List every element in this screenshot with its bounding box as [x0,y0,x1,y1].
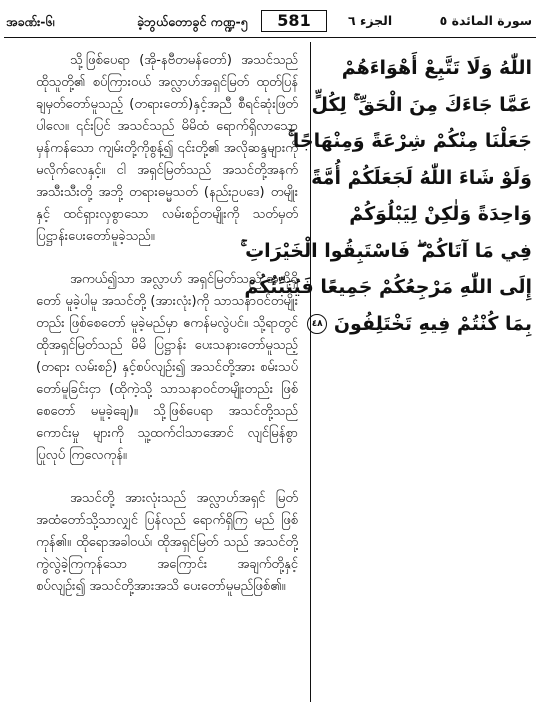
header-rule [4,37,536,38]
arabic-line: عَمَّا جَاءَكَ مِنَ الْحَقِّ ۚ لِكُلٍّ [311,93,532,116]
header-surah-label: سورة المائدة ٥ [439,13,532,28]
header-chapter-label: ခဲ့ဘွယ်တောခွင် ကဏ္ဍ-၅ [137,14,248,29]
translation-paragraph: သို့ဖြစ်ပေရာ (အို-နဗီတမန်တော်) အသင်သည် ထိုသူတို့၏ စပ်ကြားဝယ် အလ္လာဟ်အရှင်မြတ် ထုတ်ပြန် ချမှတ်တော်မူသည့် (တရားတော်)နှင့်အညီ စီရင်ဆုံးဖြတ်ပါလေ။ ၎င်းပြင် အသင်သည် မိမိထံ ရောက်ရှိလာသော မှန်ကန်သော ကျမ်းတို့ကိုစွန့်၍ ၎င်းတို့၏ အလိုဆန္ဒများကို မလိုက်လေနှင့်။ ငါ အရှင်မြတ်သည် အသင်တို့အနက် အသီးသီးတို့ အဘို့ တရားဓမ္မသတ် (နည်းဥပဒေ) တမျိုးနှင့် ထင်ရှားလှစွာသော လမ်းစဉ်တမျိုးကို သတ်မှတ် ပြဋ္ဌာန်းပေးတော်မူခဲ့သည်။ [36,53,298,244]
translation-column [36,50,298,619]
arabic-line: وَاحِدَةً وَلٰكِنْ لِيَبْلُوَكُمْ [349,203,532,225]
page-number: 581 [261,10,327,32]
ayah-number-marker: ٤٨ [307,314,327,334]
translation-paragraph: အကယ်၍သာ အလ္လာဟ် အရှင်မြတ်သည် အလိုရှိတော် မူခဲ့ပါမူ အသင်တို့ (အားလုံး)ကို သာသနာဝင်တမျိုးတည်း ဖြစ်စေတော် မူခဲ့မည်မှာ ဧကန်မလွဲပင်။ သို့ရာတွင် ထိုအရှင်မြတ်သည် မိမိ ပြဋ္ဌာန်း ပေးသနားတော်မူသည့် (တရား လမ်းစဉ်) နှင့်စပ်လျဉ်း၍ အသင်တို့အား စမ်းသပ်တော်မူခြင်းငှာ (ထိုကဲ့သို့ သာသနာဝင်တမျိုးတည်း ဖြစ်စေတော် မမူခဲ့ချေ)။ သို့ဖြစ်ပေရာ အသင်တို့သည် ကောင်းမှု များကို သူ့ထက်ငါသာအောင် လျင်မြန်စွာ ပြုလုပ် ကြလေကုန်။ [36,272,298,463]
arabic-line-last [311,306,532,343]
arabic-line: اللّٰهُ وَلَا تَتَّبِعْ أَهْوَاءَهُمْ [341,57,532,79]
arabic-line: إِلَى اللّٰهِ مَرْجِعُكُمْ جَمِيعًا فَيُنَبِّئُكُمْ [244,276,532,298]
arabic-text-column [240,50,532,342]
arabic-line: وَلَوْ شَاءَ اللّٰهُ لَجَعَلَكُمْ أُمَّةً [311,166,532,189]
page-header [4,10,536,34]
header-section-label: အခဏ်း-၆၊ [6,14,55,29]
arabic-line: بِمَا كُنْتُمْ فِيهِ تَخْتَلِفُونَ [333,312,532,335]
arabic-line: فِي مَا آتَاكُمْ ۖ فَاسْتَبِقُوا الْخَيْرَاتِ ۚ [240,239,532,262]
translation-paragraph: အသင်တို့ အားလုံးသည် အလ္လာဟ်အရှင် မြတ်အထံတော်သို့သာလျှင် ပြန်လည် ရောက်ရှိကြ မည် ဖြစ်ကုန်၏။ ထိုရောအခါဝယ်၊ ထိုအရှင်မြတ် သည် အသင်တို့ ကွဲလွဲခဲ့ကြကုန်သော အကြောင်း အချက်တို့နှင့် စပ်လျဉ်း၍ အသင်တို့အားအသိ ပေးတော်မူမည်ဖြစ်၏။ [36,491,298,594]
header-juz-label: الجزء ٦ [348,13,393,28]
arabic-line: جَعَلْنَا مِنْكُمْ شِرْعَةً وَمِنْهَاجًا ۚ [288,130,532,152]
